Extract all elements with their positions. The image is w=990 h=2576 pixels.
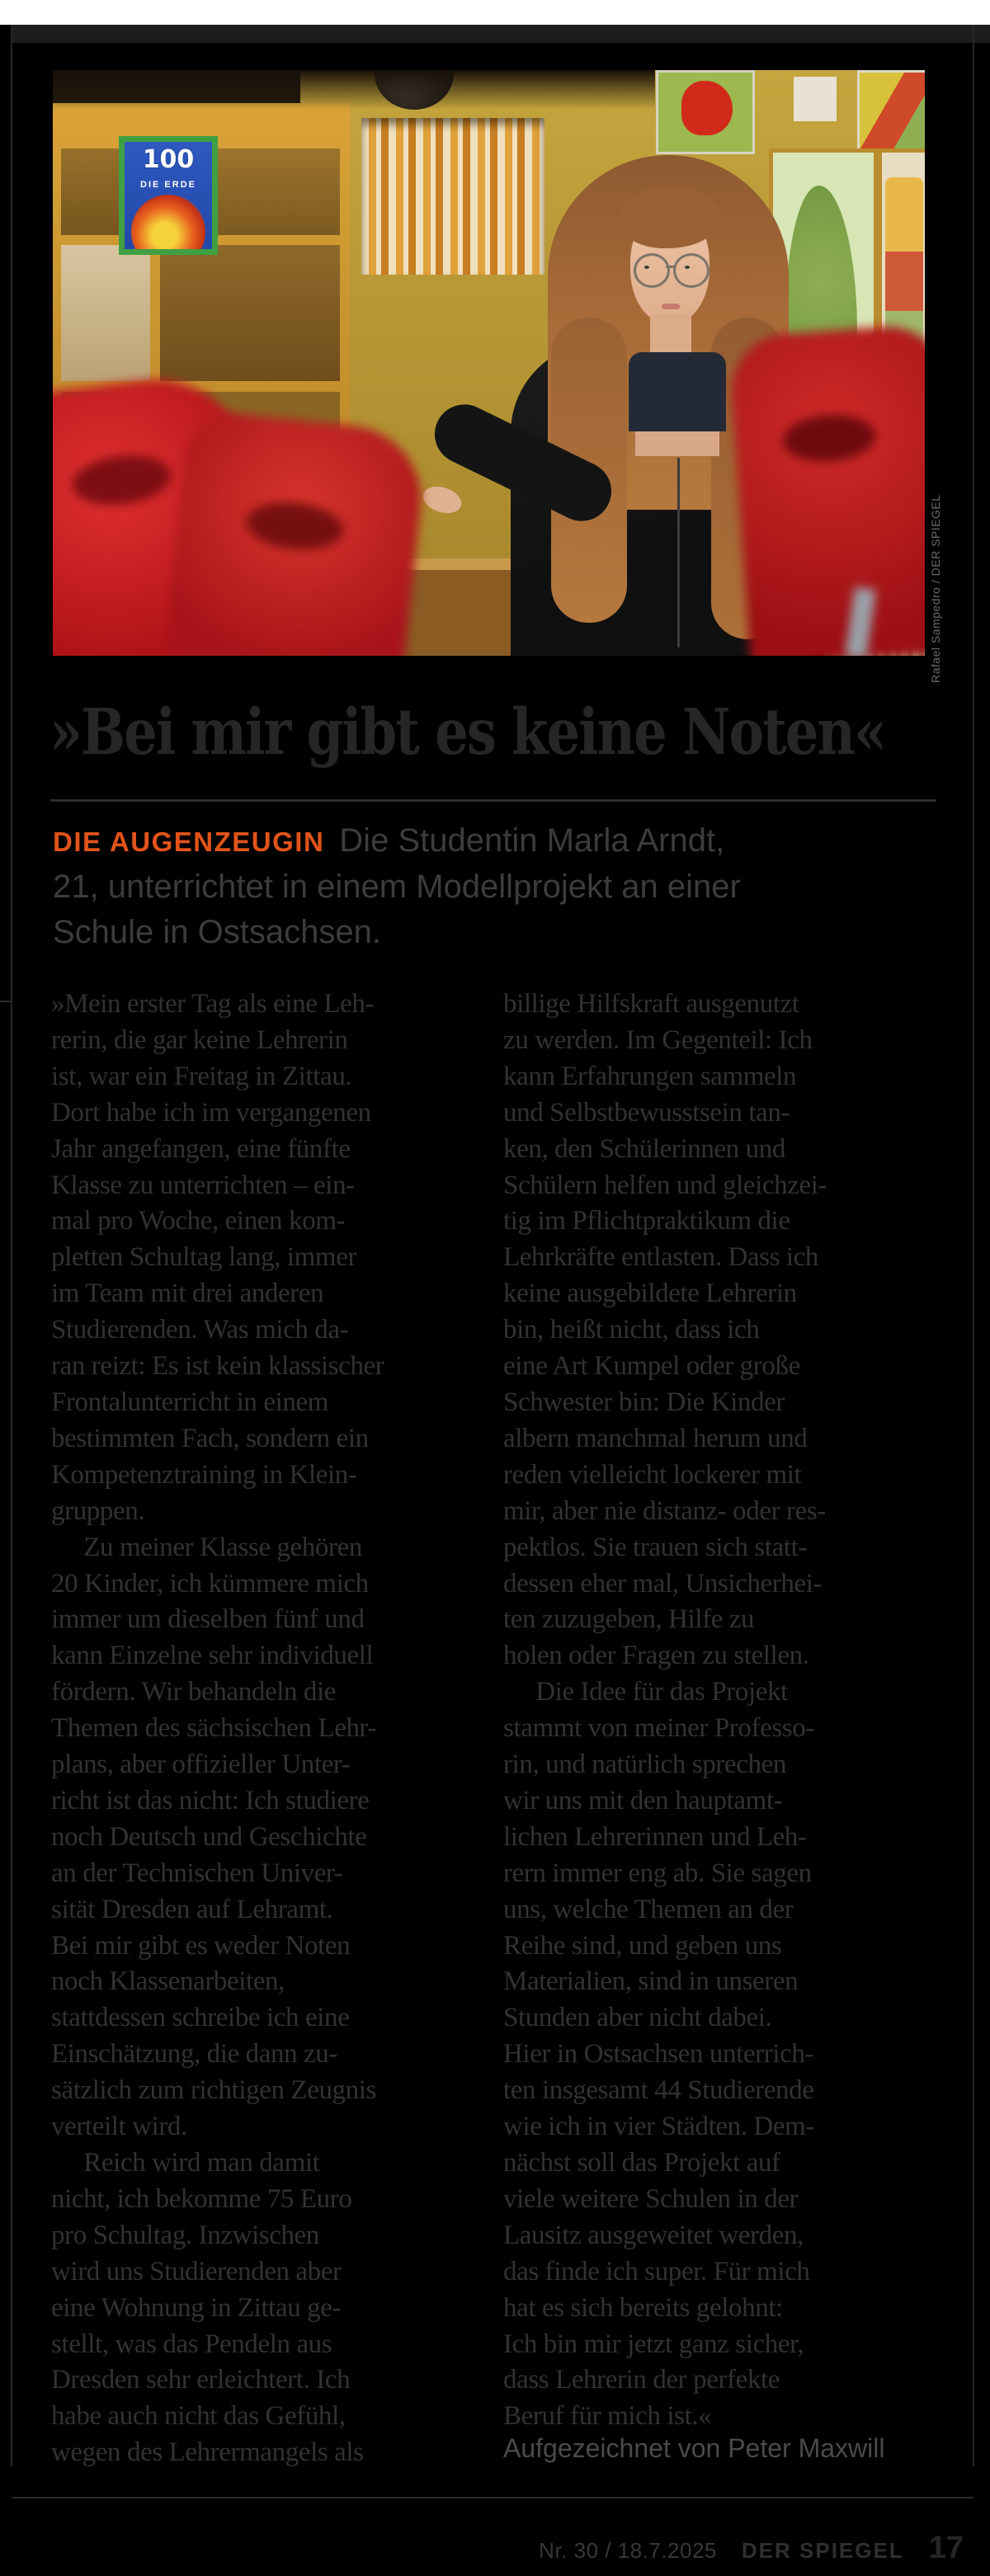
text-line: sätzlich zum richtigen Zeugnis xyxy=(51,2075,376,2106)
text-line: und Selbstbewusstsein tan- xyxy=(503,1097,790,1128)
text-line: Einschätzung, die dann zu- xyxy=(51,2039,337,2070)
text-line: zu werden. Im Gegenteil: Ich xyxy=(503,1024,813,1055)
photo-striped-books xyxy=(361,118,544,275)
text-line: Schülern helfen und gleichzei- xyxy=(503,1170,827,1200)
text-line: habe auch nicht das Gefühl, xyxy=(51,2401,346,2432)
text-line: kann Erfahrungen sammeln xyxy=(503,1061,797,1091)
text-line: wegen des Lehrermangels als xyxy=(51,2437,364,2468)
person-glasses-right-lens xyxy=(673,253,710,288)
text-line: bestimmten Fach, sondern ein xyxy=(51,1423,369,1453)
text-line: »Mein erster Tag als eine Leh- xyxy=(51,989,375,1019)
text-line: wie ich in vier Städten. Dem- xyxy=(503,2112,814,2142)
person-eye xyxy=(644,266,649,269)
photo-map-red-shape xyxy=(681,81,733,135)
left-margin-tick xyxy=(0,1001,12,1002)
footer-divider xyxy=(12,2497,974,2498)
text-line: reden vielleicht lockerer mit xyxy=(503,1459,802,1490)
text-line: kann Einzelne sehr individuell xyxy=(51,1641,374,1671)
text-line: Lehrkräfte entlasten. Dass ich xyxy=(503,1242,819,1273)
page-right-edge-line xyxy=(973,25,974,2466)
text-line: albern manchmal herum und xyxy=(503,1423,808,1453)
text-line: richt ist das nicht: Ich studiere xyxy=(51,1785,370,1815)
text-line: nicht, ich bekomme 75 Euro xyxy=(51,2183,352,2214)
footer-magazine-name: DER SPIEGEL xyxy=(741,2538,904,2563)
photo-book-die-erde xyxy=(119,136,218,255)
text-line: noch Klassenarbeiten, xyxy=(51,1966,285,1997)
text-line: nächst soll das Projekt auf xyxy=(503,2148,780,2178)
text-line: eine Art Kumpel oder große xyxy=(503,1351,800,1382)
photo-shelf-compartment xyxy=(160,245,340,381)
text-line: wir uns mit den hauptamt- xyxy=(503,1785,783,1815)
text-line: ken, den Schülerinnen und xyxy=(503,1133,785,1164)
text-line: dass Lehrerin der perfekte xyxy=(503,2365,780,2395)
text-line: Jahr angefangen, eine fünfte xyxy=(51,1133,351,1164)
person-midriff xyxy=(635,431,719,456)
article-photo xyxy=(53,70,925,656)
text-line: billige Hilfskraft ausgenutzt xyxy=(503,989,799,1019)
text-line: keine ausgebildete Lehrerin xyxy=(503,1279,797,1309)
person-glasses-bridge xyxy=(666,266,674,268)
footer-page-number: 17 xyxy=(928,2531,964,2565)
text-line: ran reizt: Es ist kein klassischer xyxy=(51,1351,384,1382)
person-lips xyxy=(662,304,680,309)
text-line: Dort habe ich im vergangenen xyxy=(51,1097,371,1128)
text-line: Reihe sind, und geben uns xyxy=(503,1930,782,1961)
text-line: gruppen. xyxy=(51,1495,145,1526)
photo-red-chair xyxy=(164,409,428,656)
text-line: wird uns Studierenden aber xyxy=(51,2256,342,2286)
text-line: holen oder Fragen zu stellen. xyxy=(503,1641,809,1671)
kicker: DIE AUGENZEUGIN xyxy=(53,826,325,857)
text-line: an der Technischen Univer- xyxy=(51,1858,343,1888)
text-line: Studierenden. Was mich da- xyxy=(51,1315,349,1345)
text-line: Die Idee für das Projekt xyxy=(503,1677,788,1707)
text-line: Bei mir gibt es weder Noten xyxy=(51,1930,351,1961)
text-line: immer um dieselben fünf und xyxy=(51,1604,365,1635)
person-neck xyxy=(650,314,691,352)
text-line: plans, aber offizieller Unter- xyxy=(51,1750,351,1780)
footer-issue-date: Nr. 30 / 18.7.2025 xyxy=(539,2538,717,2563)
photo-map-top-green xyxy=(656,70,755,154)
text-line: lichen Lehrerinnen und Leh- xyxy=(503,1821,807,1852)
text-line: Klasse zu unterrichten – ein- xyxy=(51,1170,355,1200)
article-headline: »Bei mir gibt es keine Noten« xyxy=(50,695,886,770)
text-line: Kompetenztraining in Klein- xyxy=(51,1459,357,1490)
photo-book-globe-art xyxy=(131,195,205,255)
text-line: ten zuzugeben, Hilfe zu xyxy=(503,1604,755,1635)
text-line: Reich wird man damit xyxy=(51,2148,320,2178)
text-line: Frontalunterricht in einem xyxy=(51,1387,329,1417)
lede-line: Schule in Ostsachsen. xyxy=(53,914,381,950)
text-line: stammt von meiner Professo- xyxy=(503,1713,814,1744)
photo-shelf-compartment xyxy=(61,245,150,381)
text-line: rerin, die gar keine Lehrerin xyxy=(51,1024,348,1055)
text-line: Materialien, sind in unseren xyxy=(503,1966,799,1997)
lede-line: 21, unterrichtet in einem Modellprojekt an einer xyxy=(53,869,741,905)
photo-chair-hole xyxy=(69,450,173,510)
photo-credit: Rafael Sampedro / DER SPIEGEL xyxy=(929,494,942,683)
text-line: 20 Kinder, ich kümmere mich xyxy=(51,1568,369,1599)
text-line: uns, welche Themen an der xyxy=(503,1894,794,1924)
text-line: Dresden sehr erleichtert. Ich xyxy=(51,2365,351,2395)
page-top-edge xyxy=(12,25,990,43)
text-line: hat es sich bereits gelohnt: xyxy=(503,2292,783,2323)
photo-red-chair xyxy=(728,323,925,656)
text-line: mir, aber nie distanz- oder res- xyxy=(503,1495,826,1526)
body-column-right xyxy=(503,987,940,2435)
lede-text: Die Studentin Marla Arndt, xyxy=(339,822,725,859)
photo-top-shadow xyxy=(53,70,655,110)
text-line: noch Deutsch und Geschichte xyxy=(51,1821,367,1852)
text-line: Themen des sächsischen Lehr- xyxy=(51,1713,377,1744)
photo-book-subtitle: DIE ERDE xyxy=(140,180,196,190)
text-line: fördern. Wir behandeln die xyxy=(51,1677,337,1707)
text-line: sität Dresden auf Lehramt. xyxy=(51,1894,333,1924)
text-line: stellt, was das Pendeln aus xyxy=(51,2329,332,2359)
text-line: rern immer eng ab. Sie sagen xyxy=(503,1858,812,1888)
text-line: ist, war ein Freitag in Zittau. xyxy=(51,1061,352,1091)
text-line: dessen eher mal, Unsicherhei- xyxy=(503,1568,823,1599)
text-line: Beruf für mich ist.« xyxy=(503,2401,712,2432)
lede-line xyxy=(53,818,940,864)
text-line: pletten Schultag lang, immer xyxy=(51,1242,357,1273)
photo-chair-hole xyxy=(781,412,877,464)
text-line: pro Schultag. Inzwischen xyxy=(51,2220,319,2250)
text-line: bin, heißt nicht, dass ich xyxy=(503,1315,760,1345)
text-line: Stunden aber nicht dabei. xyxy=(503,2003,772,2033)
person-eye xyxy=(685,266,690,269)
text-line: Lausitz ausgeweitet werden, xyxy=(503,2220,804,2250)
text-line: viele weitere Schulen in der xyxy=(503,2183,799,2214)
photo-map-top-colour xyxy=(857,70,925,151)
article-byline: Aufgezeichnet von Peter Maxwill xyxy=(503,2433,885,2463)
text-line: ten insgesamt 44 Studierende xyxy=(503,2075,814,2106)
text-line: mal pro Woche, einen kom- xyxy=(51,1206,346,1236)
text-line: Ich bin mir jetzt ganz sicher, xyxy=(503,2329,804,2359)
text-line: Zu meiner Klasse gehören xyxy=(51,1532,362,1562)
body-column-left xyxy=(51,987,464,2471)
person-zipper xyxy=(677,458,680,648)
article-lede xyxy=(53,818,940,955)
page-left-edge-line xyxy=(11,25,12,2466)
page-footer xyxy=(539,2531,964,2566)
text-line: eine Wohnung in Zittau ge- xyxy=(51,2292,342,2323)
text-line: pektlos. Sie trauen sich statt- xyxy=(503,1532,807,1562)
person-glasses-left-lens xyxy=(634,253,670,288)
person-top-garment xyxy=(629,352,726,431)
text-line: tig im Pflichtpraktikum die xyxy=(503,1206,790,1236)
photo-card-top xyxy=(794,77,837,121)
text-line: verteilt wird. xyxy=(51,2112,187,2142)
text-line: stattdessen schreibe ich eine xyxy=(51,2003,350,2033)
photo-chair-hole xyxy=(244,498,346,554)
text-line: im Team mit drei anderen xyxy=(51,1279,324,1309)
photo-book-title-100: 100 xyxy=(142,145,195,174)
text-line: Hier in Ostsachsen unterrich- xyxy=(503,2039,814,2070)
headline-divider xyxy=(50,799,936,802)
text-line: Schwester bin: Die Kinder xyxy=(503,1387,785,1417)
top-white-bar xyxy=(0,0,990,25)
text-line: das finde ich super. Für mich xyxy=(503,2256,810,2286)
text-line: rin, und natürlich sprechen xyxy=(503,1750,786,1780)
